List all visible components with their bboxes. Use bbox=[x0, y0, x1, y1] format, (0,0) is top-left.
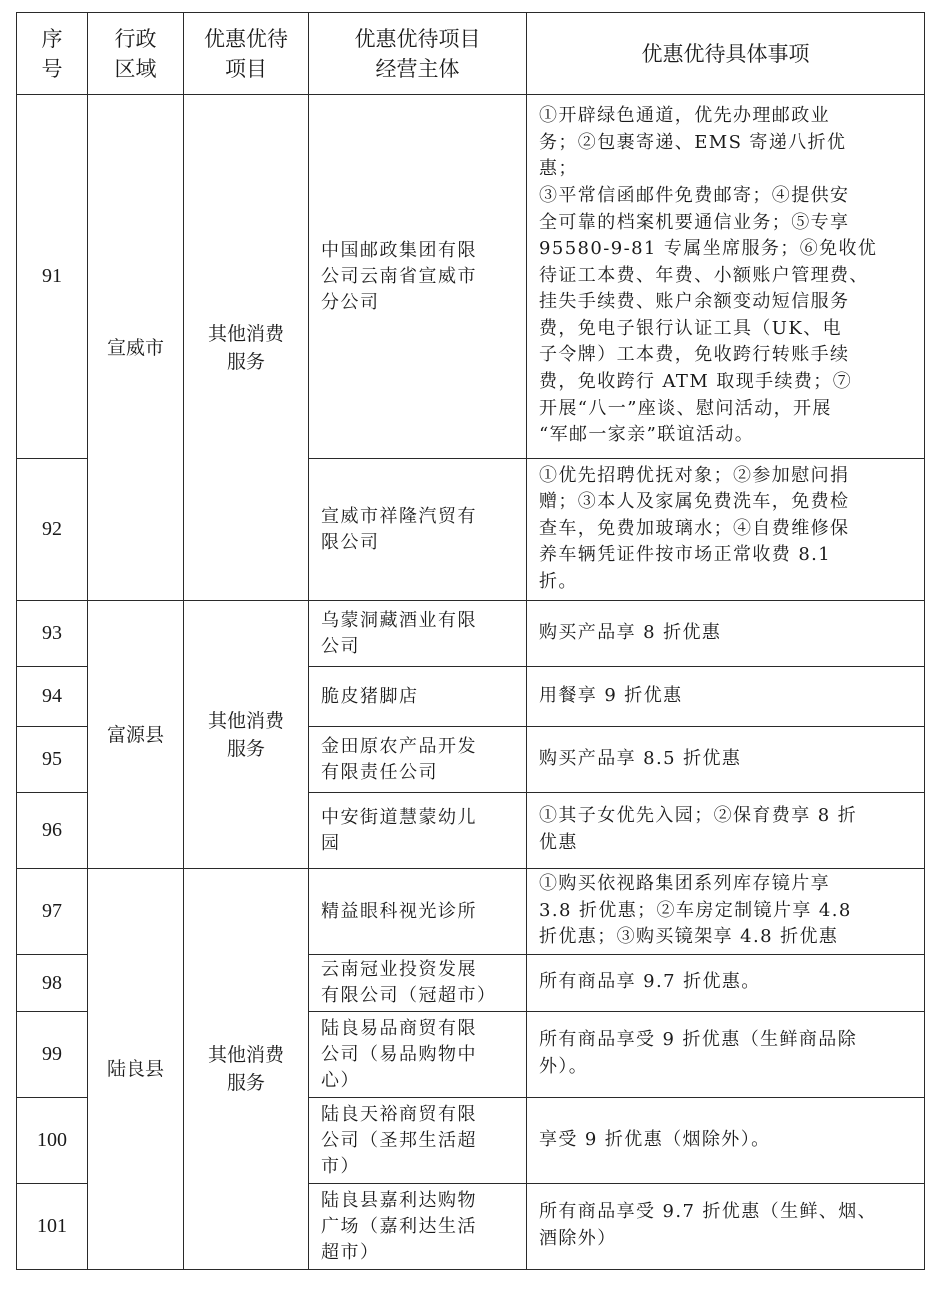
cell-detail-line: 享受 9 折优惠（烟除外）。 bbox=[539, 1128, 771, 1150]
cell-entity-line: 宣威市祥隆汽贸有 bbox=[321, 505, 477, 527]
cell-detail bbox=[527, 459, 925, 601]
cell-entity bbox=[309, 1184, 527, 1270]
cell-detail-line: 折优惠；③购买镜架享 4.8 折优惠 bbox=[539, 926, 839, 948]
cell-entity-line: 园 bbox=[321, 832, 341, 854]
header-seq-line: 序 bbox=[41, 26, 63, 51]
cell-detail-line: 购买产品享 8.5 折优惠 bbox=[539, 747, 742, 769]
cell-type-line: 其他消费 bbox=[207, 709, 284, 732]
cell-detail-line: 子令牌）工本费，免收跨行转账手续 bbox=[539, 344, 850, 366]
cell-entity bbox=[309, 459, 527, 601]
cell-entity-line: 陆良易品商贸有限 bbox=[321, 1017, 477, 1039]
cell-entity-line: 有限公司（冠超市） bbox=[321, 985, 497, 1006]
cell-type bbox=[184, 95, 309, 601]
cell-entity bbox=[309, 793, 527, 869]
cell-detail-line: ①优先招聘优抚对象；②参加慰问捐 bbox=[539, 464, 850, 486]
cell-entity-line: 公司云南省宣威市 bbox=[321, 265, 477, 287]
header-row bbox=[17, 13, 925, 95]
cell-detail bbox=[527, 955, 925, 1012]
cell-detail-line: 务；②包裹寄递、EMS 寄递八折优 bbox=[539, 131, 847, 153]
cell-detail-line: 所有商品享受 9.7 折优惠（生鲜、烟、 bbox=[539, 1201, 878, 1223]
cell-entity-line: 公司（圣邦生活超 bbox=[321, 1129, 477, 1151]
cell-entity-line: 市） bbox=[321, 1155, 360, 1177]
cell-seq: 97 bbox=[17, 869, 88, 955]
cell-entity-line: 超市） bbox=[321, 1241, 380, 1263]
cell-entity bbox=[309, 601, 527, 667]
header-entity-line: 经营主体 bbox=[375, 56, 460, 81]
cell-detail-line: 赠；③本人及家属免费洗车，免费检 bbox=[539, 491, 850, 513]
cell-entity-line: 分公司 bbox=[321, 291, 380, 313]
cell-detail bbox=[527, 1098, 925, 1184]
header-detail bbox=[527, 13, 925, 95]
cell-detail-line: 用餐享 9 折优惠 bbox=[539, 684, 683, 706]
cell-type-line: 其他消费 bbox=[207, 322, 284, 345]
cell-detail-line: 95580-9-81 专属坐席服务；⑥免收优 bbox=[539, 238, 878, 260]
cell-entity-line: 中国邮政集团有限 bbox=[321, 239, 477, 261]
cell-detail-line: 查车，免费加玻璃水；④自费维修保 bbox=[539, 517, 850, 539]
cell-detail-line: ①购买依视路集团系列库存镜片享 bbox=[539, 873, 830, 895]
cell-detail bbox=[527, 727, 925, 793]
header-region-line: 区域 bbox=[114, 56, 157, 81]
cell-seq: 96 bbox=[17, 793, 88, 869]
cell-entity bbox=[309, 727, 527, 793]
cell-seq: 99 bbox=[17, 1012, 88, 1098]
cell-entity-line: 广场（嘉利达生活 bbox=[321, 1215, 477, 1237]
cell-entity-line: 有限责任公司 bbox=[321, 761, 438, 783]
cell-detail-line: 全可靠的档案机要通信业务；⑤专享 bbox=[539, 211, 850, 233]
cell-type bbox=[184, 869, 309, 1270]
cell-region: 陆良县 bbox=[88, 869, 184, 1270]
cell-detail-line: ①开辟绿色通道，优先办理邮政业 bbox=[539, 105, 830, 127]
cell-entity-line: 金田原农产品开发 bbox=[321, 735, 477, 757]
header-type-line: 优惠优待 bbox=[204, 26, 288, 51]
table-header bbox=[17, 13, 925, 95]
cell-detail bbox=[527, 667, 925, 727]
cell-entity bbox=[309, 95, 527, 459]
cell-seq: 100 bbox=[17, 1098, 88, 1184]
header-detail-line: 优惠优待具体事项 bbox=[641, 41, 810, 66]
cell-entity bbox=[309, 1098, 527, 1184]
cell-detail bbox=[527, 95, 925, 459]
cell-detail-line: ①其子女优先入园；②保育费享 8 折 bbox=[539, 805, 858, 827]
cell-entity-line: 公司（易品购物中 bbox=[321, 1043, 477, 1065]
cell-detail-line: 费，免收跨行 ATM 取现手续费；⑦ bbox=[539, 371, 853, 393]
cell-detail-line: 酒除外） bbox=[539, 1228, 617, 1249]
cell-detail-line: “军邮一家亲”联谊活动。 bbox=[539, 424, 755, 446]
cell-detail-line: ③平常信函邮件免费邮寄；④提供安 bbox=[539, 184, 850, 206]
cell-type-line: 服务 bbox=[226, 1072, 265, 1094]
cell-type bbox=[184, 601, 309, 869]
cell-region: 宣威市 bbox=[88, 95, 184, 601]
cell-entity-line: 限公司 bbox=[321, 531, 380, 553]
header-entity-line: 优惠优待项目 bbox=[354, 26, 481, 51]
cell-entity-line: 乌蒙洞藏酒业有限 bbox=[321, 609, 477, 631]
header-seq-line: 号 bbox=[41, 56, 63, 81]
header-type bbox=[184, 13, 309, 95]
table-row bbox=[17, 869, 925, 955]
table-row bbox=[17, 95, 925, 459]
cell-seq: 94 bbox=[17, 667, 88, 727]
cell-seq: 91 bbox=[17, 95, 88, 459]
table-row bbox=[17, 601, 925, 667]
cell-detail-line: 所有商品享 9.7 折优惠。 bbox=[539, 971, 761, 993]
cell-seq: 101 bbox=[17, 1184, 88, 1270]
cell-entity bbox=[309, 955, 527, 1012]
cell-detail-line: 优惠 bbox=[539, 832, 578, 853]
cell-type-line: 其他消费 bbox=[207, 1044, 284, 1066]
cell-detail-line: 开展“八一”座谈、慰问活动，开展 bbox=[539, 397, 832, 419]
cell-entity bbox=[309, 869, 527, 955]
cell-detail-line: 待证工本费、年费、小额账户管理费、 bbox=[539, 264, 869, 286]
cell-entity-line: 陆良天裕商贸有限 bbox=[321, 1103, 477, 1125]
cell-entity-line: 中安街道慧蒙幼儿 bbox=[321, 806, 477, 828]
cell-detail-line: 惠； bbox=[539, 158, 578, 180]
table-body bbox=[17, 95, 925, 1270]
cell-detail-line: 折。 bbox=[539, 570, 578, 592]
cell-seq: 98 bbox=[17, 955, 88, 1012]
cell-region: 富源县 bbox=[88, 601, 184, 869]
header-entity bbox=[309, 13, 527, 95]
header-type-line: 项目 bbox=[225, 56, 267, 81]
cell-detail bbox=[527, 601, 925, 667]
cell-detail-line: 购买产品享 8 折优惠 bbox=[539, 621, 722, 643]
cell-entity-line: 心） bbox=[321, 1069, 360, 1091]
cell-detail-line: 养车辆凭证件按市场正常收费 8.1 bbox=[539, 544, 832, 566]
cell-entity-line: 脆皮猪脚店 bbox=[321, 685, 419, 707]
cell-seq: 95 bbox=[17, 727, 88, 793]
header-seq bbox=[17, 13, 88, 95]
cell-detail bbox=[527, 793, 925, 869]
header-region bbox=[88, 13, 184, 95]
cell-entity-line: 精益眼科视光诊所 bbox=[321, 900, 477, 922]
cell-detail bbox=[527, 1012, 925, 1098]
cell-type-line: 服务 bbox=[226, 350, 265, 373]
cell-entity-line: 云南冠业投资发展 bbox=[321, 959, 477, 980]
cell-entity-line: 公司 bbox=[321, 635, 360, 657]
cell-detail bbox=[527, 1184, 925, 1270]
header-region-line: 行政 bbox=[114, 26, 157, 51]
cell-detail-line: 费，免电子银行认证工具（UK、电 bbox=[539, 317, 843, 339]
cell-entity bbox=[309, 1012, 527, 1098]
cell-entity-line: 陆良县嘉利达购物 bbox=[321, 1189, 477, 1211]
cell-detail bbox=[527, 869, 925, 955]
cell-detail-line: 所有商品享受 9 折优惠（生鲜商品除 bbox=[539, 1029, 858, 1051]
preferential-services-table bbox=[16, 12, 925, 1270]
cell-detail-line: 挂失手续费、账户余额变动短信服务 bbox=[539, 291, 850, 313]
cell-detail-line: 3.8 折优惠；②车房定制镜片享 4.8 bbox=[539, 899, 852, 921]
cell-type-line: 服务 bbox=[226, 737, 265, 760]
cell-seq: 93 bbox=[17, 601, 88, 667]
cell-detail-line: 外）。 bbox=[539, 1056, 589, 1077]
cell-entity bbox=[309, 667, 527, 727]
cell-seq: 92 bbox=[17, 459, 88, 601]
